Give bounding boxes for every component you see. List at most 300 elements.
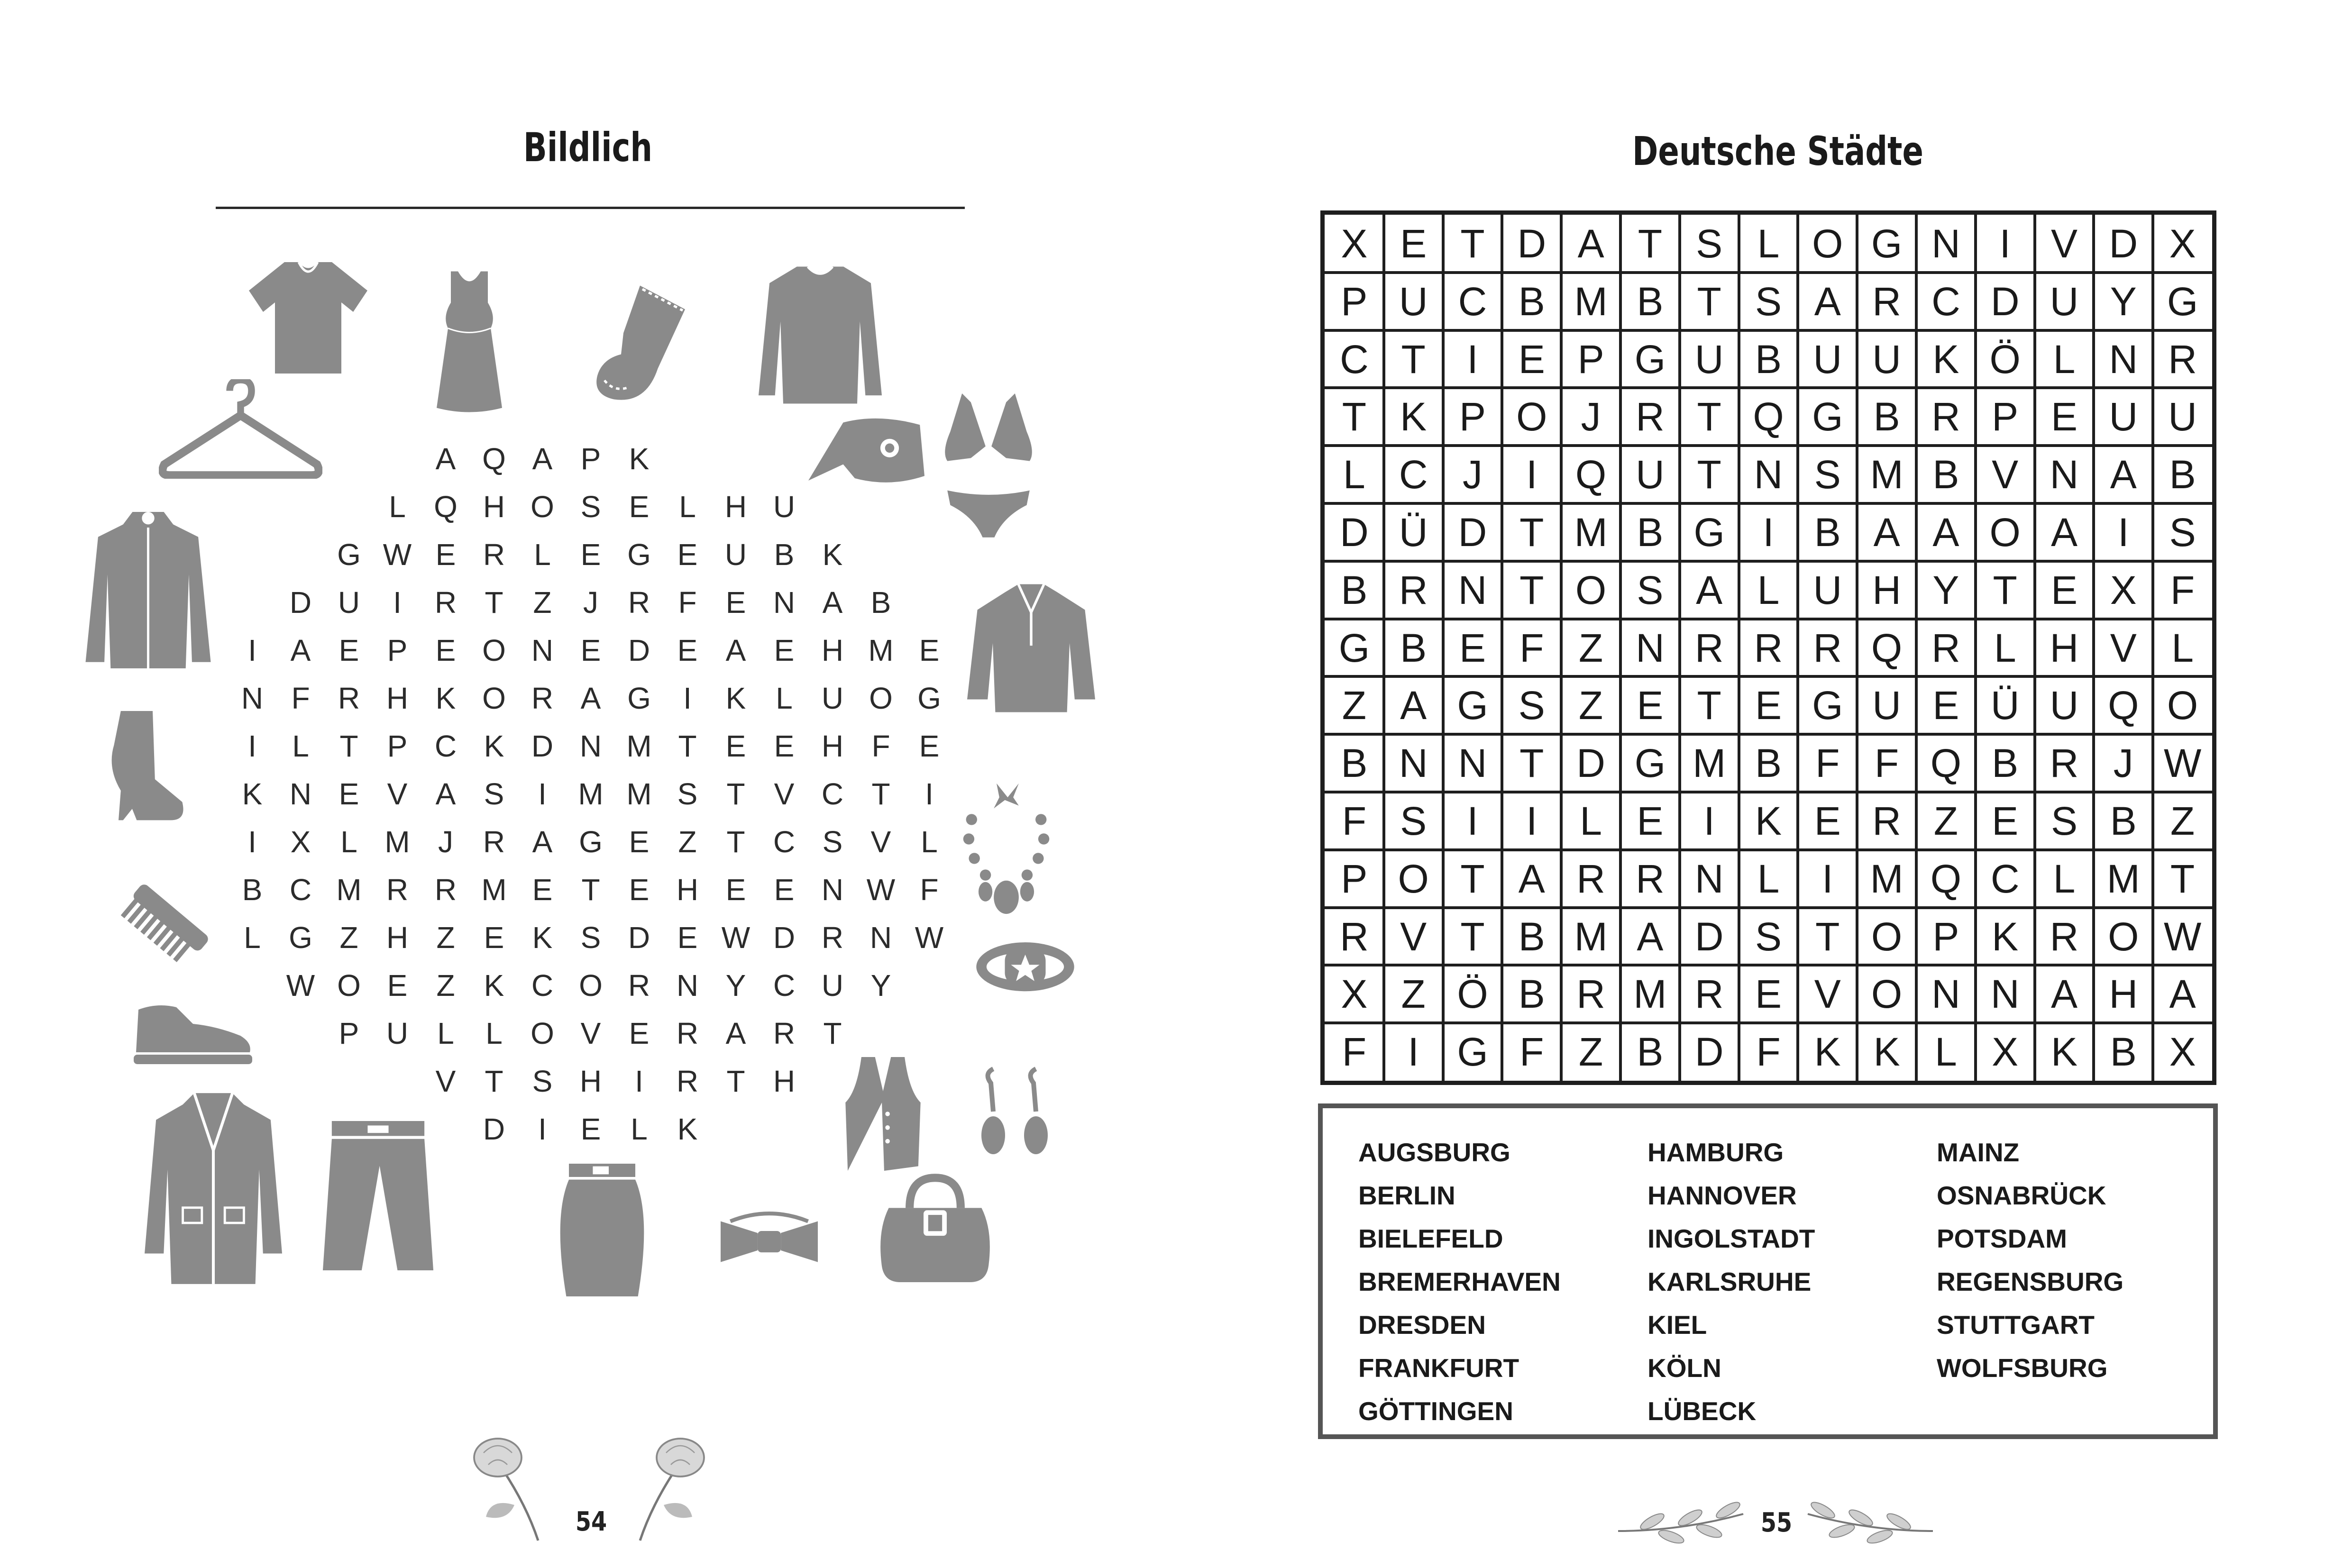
word-list-item: DRESDEN (1358, 1310, 1486, 1340)
puzzle-letter: L (292, 729, 309, 763)
grid-letter: U (1813, 567, 1842, 612)
grid-letter: B (1400, 625, 1427, 670)
puzzle-letter: S (580, 490, 601, 524)
grid-letter: Ü (1399, 510, 1428, 555)
grid-letter: W (2163, 741, 2202, 786)
page-title: Deutsche Städte (1632, 128, 1923, 174)
puzzle-letter: A (580, 681, 601, 715)
grid-letter: I (1999, 221, 2011, 266)
puzzle-letter: I (248, 729, 256, 763)
puzzle-letter: R (676, 1064, 699, 1098)
puzzle-letter: O (869, 681, 893, 715)
grid-letter: G (1871, 221, 1903, 266)
puzzle-letter: R (483, 825, 505, 859)
grid-letter: M (1693, 741, 1726, 786)
grid-line (1442, 215, 1445, 1081)
grid-letter: Q (1753, 394, 1784, 439)
grid-line (1325, 1021, 2212, 1024)
grid-letter: K (1992, 914, 2019, 959)
puzzle-letter: R (386, 873, 409, 907)
puzzle-letter: H (821, 729, 844, 763)
grid-letter: Z (1401, 972, 1426, 1017)
puzzle-letter: I (538, 777, 547, 811)
grid-letter: Q (1575, 452, 1607, 497)
grid-line (1325, 675, 2212, 678)
puzzle-letter: Z (436, 968, 455, 1003)
grid-letter: Q (1930, 856, 1962, 901)
grid-letter: X (1992, 1030, 2019, 1075)
puzzle-letter: K (725, 681, 746, 715)
grid-letter: R (1931, 394, 1960, 439)
grid-letter: V (2110, 625, 2137, 670)
puzzle-letter: E (677, 633, 698, 667)
grid-letter: K (1814, 1030, 1841, 1075)
puzzle-letter: E (629, 490, 650, 524)
grid-letter: B (1873, 394, 1900, 439)
grid-letter: L (1343, 452, 1365, 497)
grid-letter: R (1576, 856, 1605, 901)
grid-letter: N (1694, 856, 1724, 901)
puzzle-letter: O (531, 490, 554, 524)
word-list-item: GÖTTINGEN (1358, 1396, 1513, 1426)
puzzle-letter: E (725, 729, 746, 763)
grid-line (1325, 906, 2212, 909)
grid-letter: C (1340, 337, 1369, 382)
puzzle-letter: F (678, 585, 697, 620)
grid-letter: A (2050, 510, 2077, 555)
grid-letter: V (2050, 221, 2077, 266)
grid-letter: O (1989, 510, 2021, 555)
grid-letter: R (1694, 625, 1724, 670)
puzzle-letter: T (339, 729, 358, 763)
puzzle-letter: I (248, 825, 256, 859)
puzzle-letter: F (871, 729, 890, 763)
grid-letter: A (1696, 567, 1723, 612)
grid-letter: S (2169, 510, 2196, 555)
grid-letter: B (2110, 1030, 2137, 1075)
puzzle-letter: E (774, 633, 795, 667)
grid-letter: X (2169, 1030, 2196, 1075)
puzzle-letter: V (580, 1016, 601, 1050)
puzzle-letter: T (485, 585, 503, 620)
grid-letter: U (2050, 683, 2079, 728)
grid-letter: Ö (1989, 337, 2021, 382)
grid-letter: A (1932, 510, 1959, 555)
grid-line (1619, 215, 1622, 1081)
grid-letter: N (2109, 337, 2138, 382)
grid-letter: Z (2170, 799, 2195, 843)
puzzle-letter: E (580, 1112, 601, 1146)
grid-row (1325, 965, 2212, 1023)
grid-letter: C (1931, 279, 1960, 324)
word-list-item: KÖLN (1647, 1353, 1721, 1383)
puzzle-letter: J (583, 585, 598, 620)
puzzle-letter: G (627, 538, 651, 572)
puzzle-letter: R (773, 1016, 796, 1050)
grid-letter: Z (1933, 799, 1958, 843)
puzzle-letter: R (531, 681, 554, 715)
puzzle-letter: N (676, 968, 699, 1003)
puzzle-letter: O (482, 681, 506, 715)
grid-letter: P (1459, 394, 1486, 439)
puzzle-letter: N (579, 729, 602, 763)
puzzle-letter: G (579, 825, 603, 859)
puzzle-letter: C (773, 968, 796, 1003)
grid-letter: R (1576, 972, 1605, 1017)
puzzle-letter: Q (482, 442, 506, 476)
grid-letter: S (1637, 567, 1664, 612)
grid-letter: G (1634, 741, 1666, 786)
puzzle-letter: A (435, 777, 456, 811)
grid-letter: F (1815, 741, 1840, 786)
grid-letter: A (2050, 972, 2077, 1017)
grid-letter: J (1581, 394, 1601, 439)
grid-letter: D (1340, 510, 1369, 555)
word-list-item: BERLIN (1358, 1181, 1455, 1210)
grid-letter: J (1462, 452, 1483, 497)
grid-letter: B (2169, 452, 2196, 497)
grid-line (1796, 215, 1799, 1081)
grid-letter: K (1932, 337, 1959, 382)
puzzle-letter: F (291, 681, 310, 715)
grid-letter: A (1873, 510, 1900, 555)
grid-line (1382, 215, 1385, 1081)
puzzle-letter: W (721, 921, 750, 955)
puzzle-letter: H (724, 490, 747, 524)
puzzle-letter: A (532, 825, 553, 859)
grid-letter: K (2050, 1030, 2077, 1075)
puzzle-letter: U (338, 585, 360, 620)
grid-letter: G (1812, 683, 1843, 728)
grid-letter: M (1574, 914, 1608, 959)
puzzle-letter: R (676, 1016, 699, 1050)
grid-letter: Z (1342, 683, 1367, 728)
grid-letter: R (1813, 625, 1842, 670)
puzzle-letter: V (774, 777, 795, 811)
puzzle-letter: U (821, 968, 844, 1003)
grid-letter: D (1694, 1030, 1724, 1075)
puzzle-letter: E (532, 873, 553, 907)
grid-letter: T (1815, 914, 1840, 959)
puzzle-letter: H (821, 633, 844, 667)
puzzle-letter: T (726, 777, 745, 811)
grid-letter: B (1755, 337, 1782, 382)
grid-letter: T (1342, 394, 1367, 439)
puzzle-letter: R (338, 681, 360, 715)
grid-letter: E (1814, 799, 1841, 843)
grid-letter: A (2110, 452, 2137, 497)
puzzle-letter: P (339, 1016, 359, 1050)
puzzle-letter: C (821, 777, 844, 811)
grid-letter: G (1338, 625, 1370, 670)
grid-letter: A (1518, 856, 1545, 901)
puzzle-letter: Z (436, 921, 455, 955)
puzzle-letter: V (387, 777, 408, 811)
grid-letter: Z (1578, 625, 1603, 670)
grid-letter: X (1341, 221, 1368, 266)
grid-letter: R (1636, 856, 1665, 901)
grid-letter: A (2169, 972, 2196, 1017)
puzzle-letter: S (822, 825, 843, 859)
puzzle-letter: W (286, 968, 315, 1003)
puzzle-letter: C (773, 825, 796, 859)
grid-letter: M (1574, 279, 1608, 324)
grid-letter: Q (1930, 741, 1962, 786)
puzzle-letter: A (290, 633, 311, 667)
grid-letter: A (1637, 914, 1664, 959)
word-list-item: FRANKFURT (1358, 1353, 1519, 1383)
puzzle-letter: H (483, 490, 505, 524)
grid-letter: E (1459, 625, 1486, 670)
grid-letter: U (2050, 279, 2079, 324)
puzzle-letter: K (677, 1112, 698, 1146)
puzzle-letter: W (915, 921, 944, 955)
puzzle-letter: E (774, 729, 795, 763)
grid-letter: T (1638, 221, 1663, 266)
puzzle-letter: V (870, 825, 891, 859)
leaf-ornament-left (1614, 1493, 1747, 1550)
grid-letter: N (1399, 741, 1428, 786)
grid-letter: O (2108, 914, 2139, 959)
grid-letter: F (1874, 741, 1899, 786)
puzzle-letter: R (483, 538, 505, 572)
grid-letter: T (1697, 452, 1721, 497)
puzzle-letter: D (628, 633, 650, 667)
grid-letter: S (1696, 221, 1723, 266)
grid-letter: T (1519, 567, 1544, 612)
grid-letter: D (1576, 741, 1605, 786)
puzzle-letter: T (581, 873, 600, 907)
grid-letter: C (1990, 856, 2020, 901)
grid-letter: E (1755, 972, 1782, 1017)
puzzle-letter: L (631, 1112, 648, 1146)
puzzle-letter: O (579, 968, 603, 1003)
grid-letter: B (1518, 914, 1545, 959)
puzzle-letter: E (919, 729, 940, 763)
grid-letter: R (1872, 279, 1901, 324)
puzzle-letter: V (435, 1064, 456, 1098)
grid-letter: P (1577, 337, 1604, 382)
grid-letter: I (1526, 799, 1537, 843)
word-list-item: HANNOVER (1647, 1181, 1797, 1210)
grid-letter: Q (2108, 683, 2139, 728)
grid-letter: G (1812, 394, 1843, 439)
grid-letter: R (2050, 914, 2079, 959)
puzzle-letter: U (773, 490, 796, 524)
grid-letter: B (2110, 799, 2137, 843)
grid-letter: E (1755, 683, 1782, 728)
grid-letter: M (1870, 452, 1904, 497)
word-column-3 (1937, 1131, 2123, 1390)
puzzle-letter: H (386, 921, 409, 955)
grid-line (1678, 215, 1681, 1081)
grid-letter: Ö (1457, 972, 1488, 1017)
grid-letter: V (1992, 452, 2019, 497)
grid-letter: T (1697, 394, 1721, 439)
word-search-grid (1320, 210, 2216, 1085)
grid-letter: I (1703, 799, 1715, 843)
grid-letter: O (1871, 972, 1903, 1017)
puzzle-letter: M (868, 633, 894, 667)
grid-letter: S (1814, 452, 1841, 497)
grid-letter: R (2050, 741, 2079, 786)
grid-letter: T (1460, 914, 1485, 959)
grid-letter: P (1992, 394, 2019, 439)
grid-letter: T (1993, 567, 2017, 612)
grid-line (1560, 215, 1563, 1081)
grid-letter: G (2167, 279, 2198, 324)
puzzle-letter: D (773, 921, 796, 955)
puzzle-letter: S (484, 777, 504, 811)
word-column-1 (1358, 1131, 1561, 1433)
puzzle-letter: T (823, 1016, 842, 1050)
puzzle-letter: K (822, 538, 843, 572)
puzzle-letter: M (626, 729, 652, 763)
grid-row (1325, 792, 2212, 850)
grid-row (1325, 850, 2212, 908)
puzzle-letter: M (626, 777, 652, 811)
grid-letter: Q (1871, 625, 1903, 670)
grid-letter: E (1400, 221, 1427, 266)
puzzle-letter: U (386, 1016, 409, 1050)
puzzle-letter: E (629, 825, 650, 859)
grid-letter: N (1931, 972, 1960, 1017)
puzzle-letter: H (579, 1064, 602, 1098)
puzzle-letter: R (628, 968, 650, 1003)
grid-letter: C (1458, 279, 1487, 324)
puzzle-letter: H (676, 873, 699, 907)
grid-letter: B (1518, 972, 1545, 1017)
grid-letter: K (1400, 394, 1427, 439)
puzzle-letter: T (726, 825, 745, 859)
grid-letter: G (1634, 337, 1666, 382)
puzzle-letter: I (925, 777, 933, 811)
puzzle-letter: A (435, 442, 456, 476)
grid-letter: G (1693, 510, 1725, 555)
grid-letter: X (1341, 972, 1368, 1017)
puzzle-letter: I (248, 633, 256, 667)
puzzle-letter: R (434, 873, 457, 907)
grid-letter: R (1872, 799, 1901, 843)
grid-letter: B (1637, 1030, 1664, 1075)
puzzle-letter: Z (339, 921, 358, 955)
puzzle-letter: S (580, 921, 601, 955)
grid-letter: L (1580, 799, 1602, 843)
grid-row (1325, 388, 2212, 446)
grid-letter: B (1637, 510, 1664, 555)
puzzle-letter: K (435, 681, 456, 715)
puzzle-letter: L (534, 538, 551, 572)
puzzle-letter: G (917, 681, 941, 715)
puzzle-letter: A (532, 442, 553, 476)
grid-letter: H (2050, 625, 2079, 670)
puzzle-letter: E (725, 585, 746, 620)
grid-letter: U (2168, 394, 2197, 439)
grid-line (1325, 733, 2212, 736)
grid-letter: E (1637, 799, 1664, 843)
grid-letter: I (1526, 452, 1537, 497)
grid-letter: U (1399, 279, 1428, 324)
grid-letter: R (1399, 567, 1428, 612)
grid-line (2033, 215, 2036, 1081)
grid-row (1325, 561, 2212, 619)
word-list-item: REGENSBURG (1937, 1267, 2124, 1296)
puzzle-letter: L (244, 921, 261, 955)
grid-letter: H (2109, 972, 2138, 1017)
puzzle-letter: E (677, 538, 698, 572)
grid-letter: F (1756, 1030, 1781, 1075)
grid-line (1325, 618, 2212, 620)
grid-line (1915, 215, 1918, 1081)
puzzle-letter: D (483, 1112, 505, 1146)
puzzle-letter: U (821, 681, 844, 715)
grid-letter: N (1458, 567, 1487, 612)
grid-line (1325, 502, 2212, 505)
grid-letter: T (1460, 221, 1485, 266)
grid-letter: Z (1578, 683, 1603, 728)
grid-letter: G (1457, 1030, 1488, 1075)
grid-line (1325, 329, 2212, 332)
grid-letter: E (2050, 394, 2077, 439)
puzzle-letter: P (580, 442, 601, 476)
grid-letter: O (2167, 683, 2198, 728)
grid-letter: S (1755, 914, 1782, 959)
puzzle-letter: L (340, 825, 357, 859)
puzzle-letter: K (242, 777, 263, 811)
puzzle-letter: U (724, 538, 747, 572)
grid-letter: I (1467, 337, 1478, 382)
grid-letter: B (1637, 279, 1664, 324)
grid-letter: V (1814, 972, 1841, 1017)
grid-line (1325, 560, 2212, 563)
word-list-item: WOLFSBURG (1937, 1353, 2108, 1383)
puzzle-letter: E (435, 633, 456, 667)
grid-letter: F (1342, 1030, 1367, 1075)
puzzle-letter: I (635, 1064, 643, 1098)
puzzle-letter: Y (725, 968, 746, 1003)
grid-letter: A (1814, 279, 1841, 324)
puzzle-letter: E (629, 873, 650, 907)
puzzle-letter: L (679, 490, 696, 524)
grid-letter: N (2050, 452, 2079, 497)
word-list-item: HAMBURG (1647, 1138, 1784, 1167)
grid-letter: Z (1578, 1030, 1603, 1075)
grid-letter: B (1341, 741, 1368, 786)
grid-letter: M (1870, 856, 1904, 901)
grid-row (1325, 273, 2212, 330)
puzzle-letter: E (580, 538, 601, 572)
grid-letter: P (1932, 914, 1959, 959)
grid-letter: Y (1932, 567, 1959, 612)
puzzle-letter: D (531, 729, 554, 763)
grid-line (1856, 215, 1858, 1081)
puzzle-letter: R (821, 921, 844, 955)
grid-letter: K (1873, 1030, 1900, 1075)
grid-letter: N (1931, 221, 1960, 266)
grid-line (2151, 215, 2154, 1081)
grid-letter: O (1398, 856, 1429, 901)
grid-line (1325, 848, 2212, 851)
grid-letter: T (1519, 510, 1544, 555)
grid-letter: E (2050, 567, 2077, 612)
puzzle-letter: K (484, 729, 504, 763)
grid-letter: B (1518, 279, 1545, 324)
word-list-item: BIELEFELD (1358, 1224, 1503, 1253)
word-list-item: AUGSBURG (1358, 1138, 1510, 1167)
grid-line (1325, 271, 2212, 274)
puzzle-letter: M (481, 873, 507, 907)
grid-row (1325, 908, 2212, 966)
